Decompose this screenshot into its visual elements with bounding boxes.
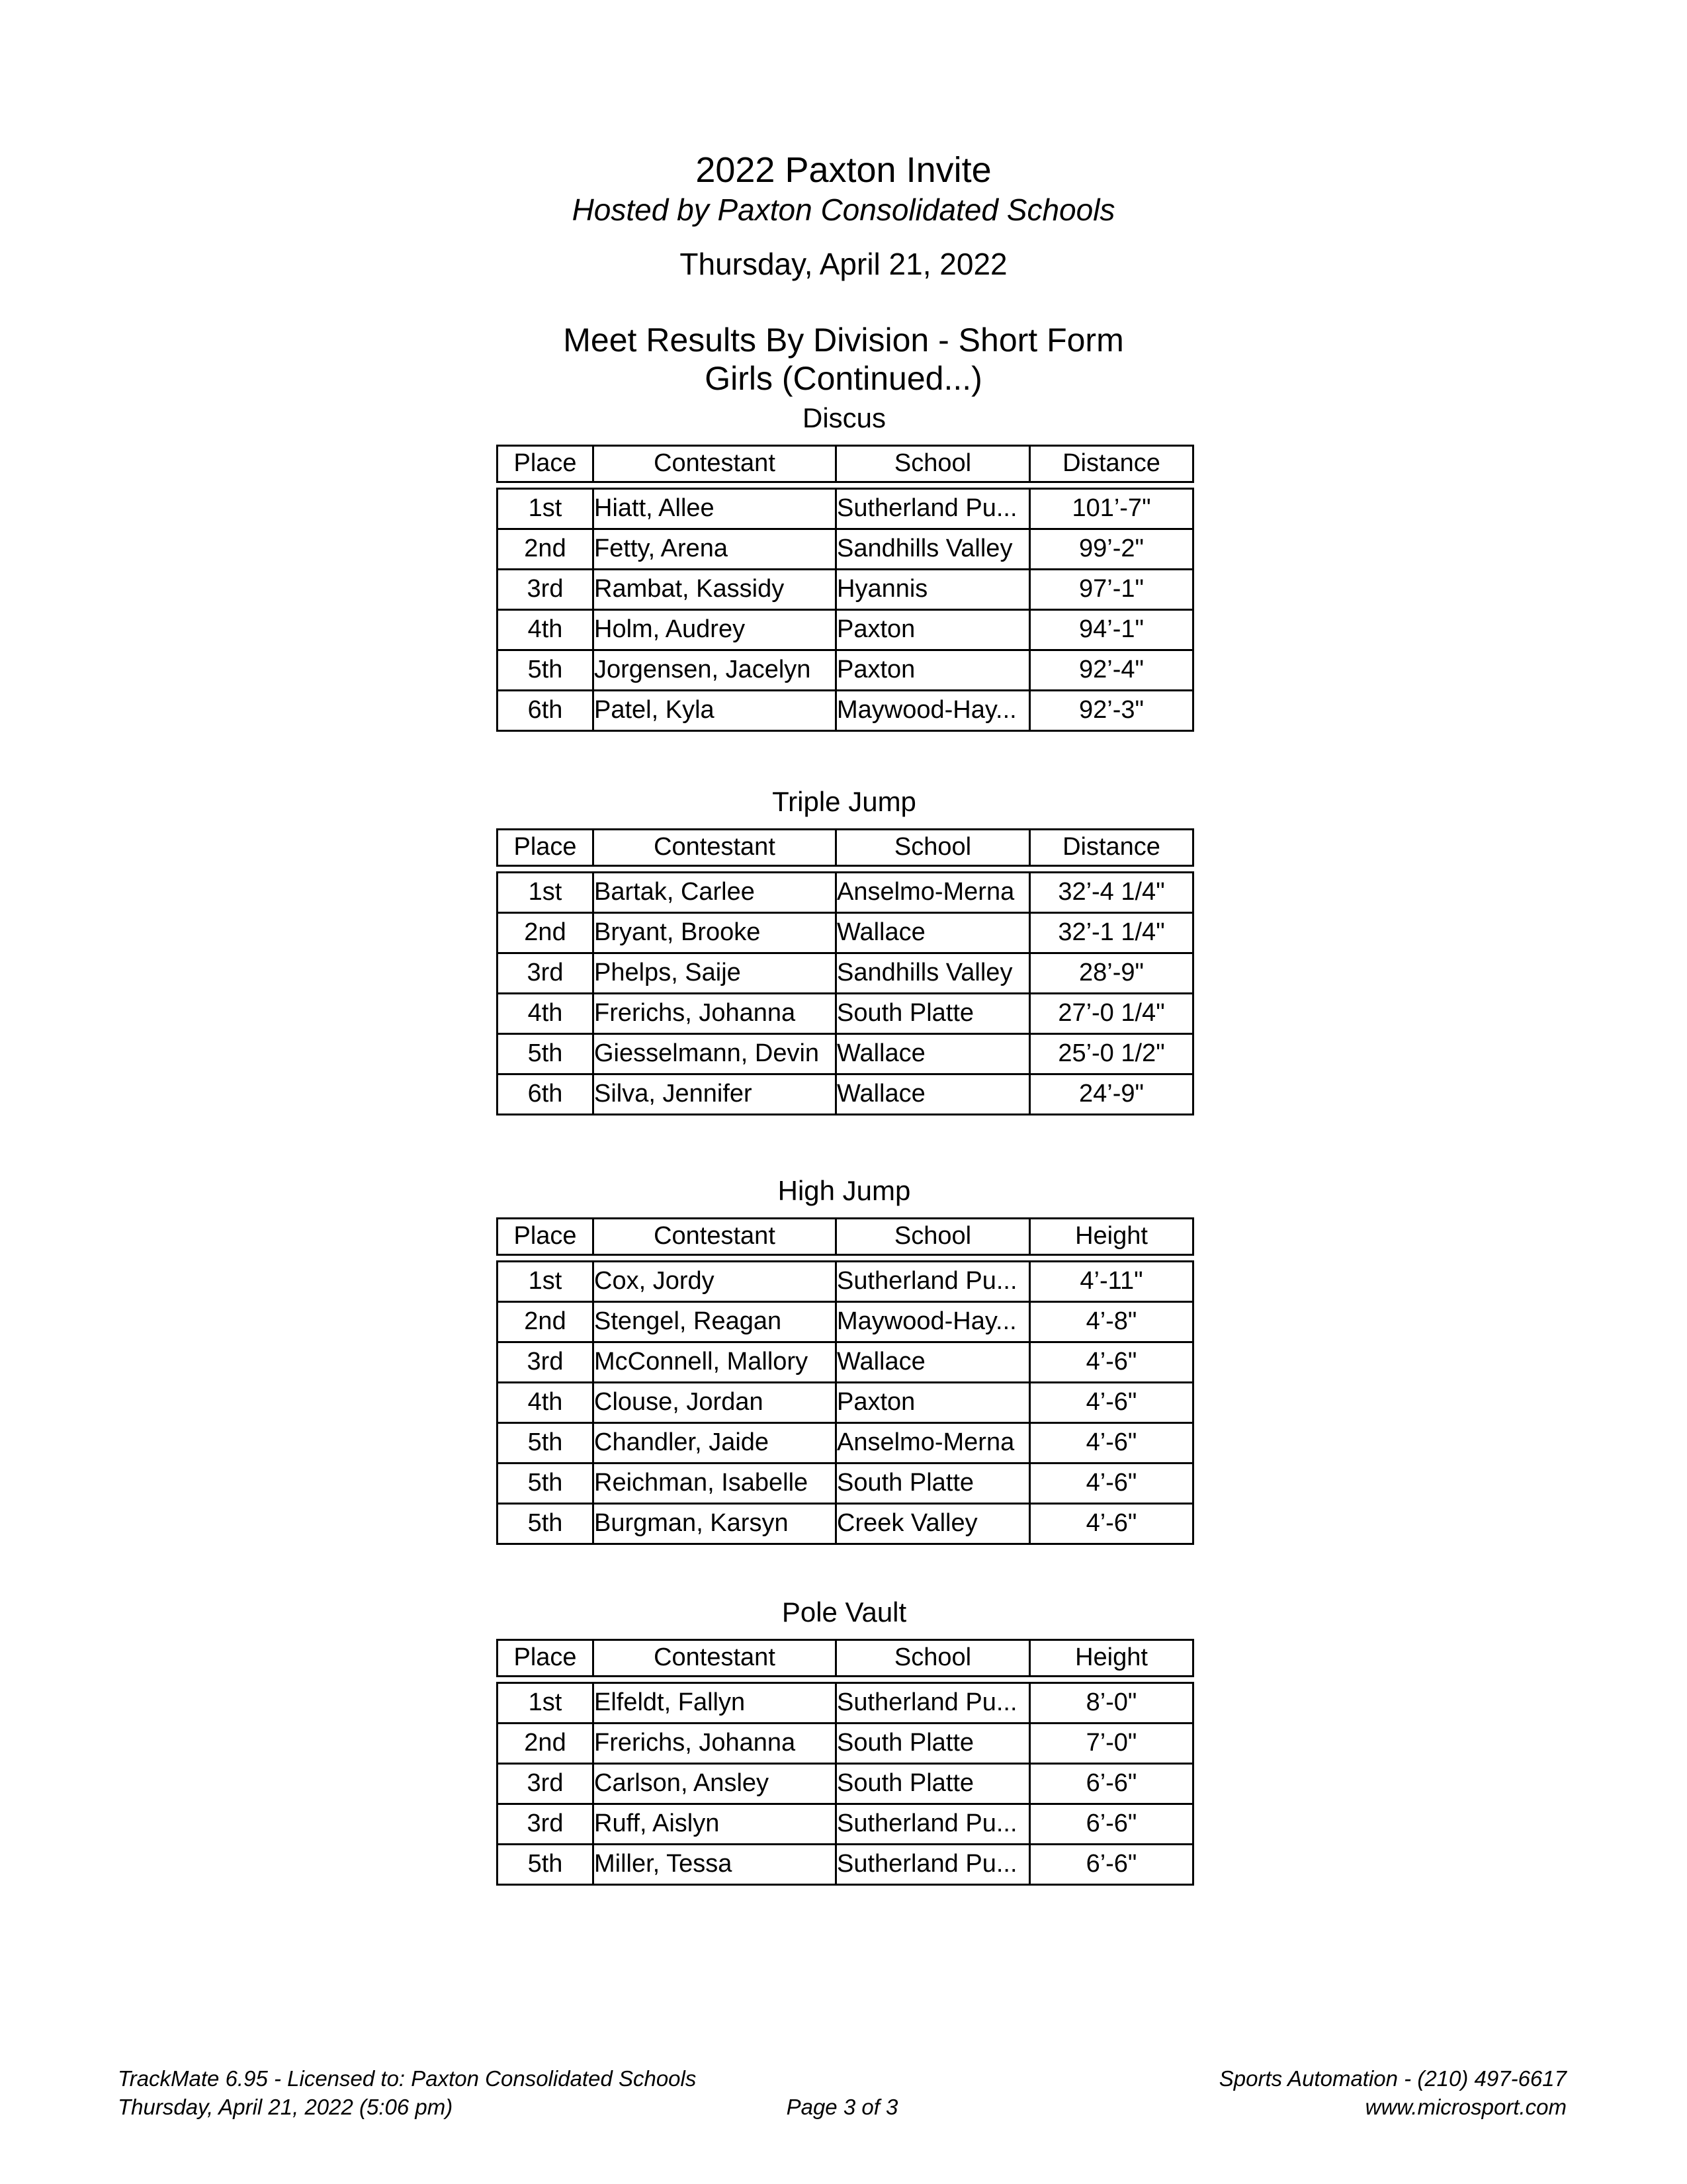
event-title: High Jump — [777, 1175, 911, 1206]
table-row — [497, 953, 1193, 994]
report-header — [0, 149, 1687, 398]
cell-name: Silva, Jennifer — [593, 1074, 836, 1115]
cell-name: Frerichs, Johanna — [593, 1724, 836, 1764]
column-header-school: School — [836, 1640, 1030, 1677]
results-header-table — [496, 1639, 1194, 1677]
table-row — [497, 1504, 1193, 1544]
column-header-mark: Distance — [1030, 830, 1193, 866]
results-header-table — [496, 1217, 1194, 1256]
cell-school: Wallace — [836, 913, 1030, 953]
report-subtitle: Girls (Continued...) — [705, 360, 982, 397]
cell-place: 4th — [497, 610, 593, 650]
cell-school: Sandhills Valley — [836, 953, 1030, 994]
table-row — [497, 1383, 1193, 1423]
column-header-place: Place — [497, 830, 593, 866]
cell-name: Frerichs, Johanna — [593, 994, 836, 1034]
column-header-mark: Height — [1030, 1640, 1193, 1677]
cell-school: Maywood-Hay... — [836, 691, 1030, 731]
cell-name: Giesselmann, Devin — [593, 1034, 836, 1074]
meet-title: 2022 Paxton Invite — [695, 150, 992, 190]
column-header-place: Place — [497, 1640, 593, 1677]
cell-place: 1st — [497, 1683, 593, 1724]
cell-place: 5th — [497, 1845, 593, 1885]
meet-host: Hosted by Paxton Consolidated Schools — [572, 193, 1115, 227]
cell-mark: 4’-6" — [1030, 1504, 1193, 1544]
table-row — [497, 1034, 1193, 1074]
column-header-school: School — [836, 830, 1030, 866]
table-row — [497, 873, 1193, 913]
cell-mark: 4’-11" — [1030, 1262, 1193, 1302]
cell-place: 6th — [497, 1074, 593, 1115]
cell-place: 3rd — [497, 1342, 593, 1383]
cell-name: Bryant, Brooke — [593, 913, 836, 953]
table-row — [497, 994, 1193, 1034]
footer-page-number: Page 3 of 3 — [786, 2095, 898, 2119]
cell-mark: 8’-0" — [1030, 1683, 1193, 1724]
cell-name: Ruff, Aislyn — [593, 1804, 836, 1845]
cell-name: Fetty, Arena — [593, 529, 836, 570]
cell-place: 5th — [497, 650, 593, 691]
results-header-table — [496, 828, 1194, 867]
event-section — [496, 1175, 1192, 1545]
results-body-table — [496, 871, 1194, 1115]
table-header-row — [497, 1219, 1193, 1255]
table-row — [497, 1342, 1193, 1383]
footer-license: TrackMate 6.95 - Licensed to: Paxton Consolidated Schools — [118, 2066, 697, 2091]
cell-name: Miller, Tessa — [593, 1845, 836, 1885]
cell-school: Sutherland Pu... — [836, 1845, 1030, 1885]
cell-place: 1st — [497, 489, 593, 529]
cell-name: Carlson, Ansley — [593, 1764, 836, 1804]
cell-mark: 92’-3" — [1030, 691, 1193, 731]
cell-school: Sandhills Valley — [836, 529, 1030, 570]
cell-name: Burgman, Karsyn — [593, 1504, 836, 1544]
cell-name: Clouse, Jordan — [593, 1383, 836, 1423]
table-row — [497, 1724, 1193, 1764]
column-header-school: School — [836, 446, 1030, 482]
cell-mark: 24’-9" — [1030, 1074, 1193, 1115]
table-row — [497, 1302, 1193, 1342]
column-header-place: Place — [497, 1219, 593, 1255]
column-header-name: Contestant — [593, 1640, 836, 1677]
footer-vendor: Sports Automation - (210) 497-6617 — [1219, 2066, 1567, 2091]
cell-school: Sutherland Pu... — [836, 489, 1030, 529]
event-title: Pole Vault — [781, 1596, 907, 1628]
cell-school: Sutherland Pu... — [836, 1804, 1030, 1845]
cell-place: 5th — [497, 1463, 593, 1504]
cell-school: Paxton — [836, 1383, 1030, 1423]
table-row — [497, 610, 1193, 650]
table-row — [497, 1845, 1193, 1885]
cell-school: South Platte — [836, 1463, 1030, 1504]
cell-name: Chandler, Jaide — [593, 1423, 836, 1463]
cell-place: 5th — [497, 1034, 593, 1074]
event-results-list — [496, 402, 1192, 1886]
cell-name: Bartak, Carlee — [593, 873, 836, 913]
cell-mark: 6’-6" — [1030, 1764, 1193, 1804]
cell-name: McConnell, Mallory — [593, 1342, 836, 1383]
cell-name: Reichman, Isabelle — [593, 1463, 836, 1504]
cell-mark: 4’-6" — [1030, 1383, 1193, 1423]
cell-place: 3rd — [497, 953, 593, 994]
event-spacer — [496, 1545, 1192, 1596]
table-row — [497, 570, 1193, 610]
cell-place: 3rd — [497, 1804, 593, 1845]
cell-name: Elfeldt, Fallyn — [593, 1683, 836, 1724]
cell-mark: 4’-6" — [1030, 1463, 1193, 1504]
cell-mark: 7’-0" — [1030, 1724, 1193, 1764]
cell-place: 4th — [497, 994, 593, 1034]
cell-school: Sutherland Pu... — [836, 1262, 1030, 1302]
cell-school: Wallace — [836, 1342, 1030, 1383]
cell-mark: 6’-6" — [1030, 1804, 1193, 1845]
cell-school: South Platte — [836, 1764, 1030, 1804]
results-header-table — [496, 445, 1194, 483]
table-header-row — [497, 1640, 1193, 1677]
cell-place: 2nd — [497, 529, 593, 570]
table-row — [497, 1463, 1193, 1504]
cell-school: Paxton — [836, 650, 1030, 691]
cell-mark: 99’-2" — [1030, 529, 1193, 570]
cell-name: Holm, Audrey — [593, 610, 836, 650]
cell-school: Wallace — [836, 1074, 1030, 1115]
cell-name: Jorgensen, Jacelyn — [593, 650, 836, 691]
event-section — [496, 1596, 1192, 1886]
column-header-mark: Height — [1030, 1219, 1193, 1255]
event-spacer — [496, 1115, 1192, 1175]
cell-mark: 25’-0 1/2" — [1030, 1034, 1193, 1074]
cell-place: 1st — [497, 873, 593, 913]
table-row — [497, 913, 1193, 953]
cell-school: Wallace — [836, 1034, 1030, 1074]
footer-row-top — [118, 2064, 1567, 2093]
cell-place: 2nd — [497, 1302, 593, 1342]
cell-place: 2nd — [497, 1724, 593, 1764]
cell-place: 1st — [497, 1262, 593, 1302]
table-row — [497, 691, 1193, 731]
cell-mark: 4’-6" — [1030, 1342, 1193, 1383]
cell-place: 2nd — [497, 913, 593, 953]
event-title: Discus — [802, 402, 887, 433]
cell-name: Cox, Jordy — [593, 1262, 836, 1302]
cell-mark: 92’-4" — [1030, 650, 1193, 691]
event-section — [496, 402, 1192, 732]
column-header-place: Place — [497, 446, 593, 482]
cell-name: Rambat, Kassidy — [593, 570, 836, 610]
cell-school: Maywood-Hay... — [836, 1302, 1030, 1342]
event-title: Triple Jump — [772, 786, 916, 817]
cell-school: South Platte — [836, 1724, 1030, 1764]
report-title: Meet Results By Division - Short Form — [563, 322, 1124, 359]
cell-mark: 101’-7" — [1030, 489, 1193, 529]
cell-school: Paxton — [836, 610, 1030, 650]
meet-date: Thursday, April 21, 2022 — [679, 247, 1008, 281]
table-row — [497, 650, 1193, 691]
column-header-name: Contestant — [593, 446, 836, 482]
cell-place: 5th — [497, 1504, 593, 1544]
cell-mark: 28’-9" — [1030, 953, 1193, 994]
cell-mark: 6’-6" — [1030, 1845, 1193, 1885]
footer-timestamp: Thursday, April 21, 2022 (5:06 pm) — [118, 2095, 453, 2119]
results-body-table — [496, 488, 1194, 732]
cell-mark: 27’-0 1/4" — [1030, 994, 1193, 1034]
results-body-table — [496, 1682, 1194, 1886]
cell-mark: 4’-8" — [1030, 1302, 1193, 1342]
cell-mark: 94’-1" — [1030, 610, 1193, 650]
results-body-table — [496, 1260, 1194, 1545]
column-header-name: Contestant — [593, 830, 836, 866]
table-row — [497, 1423, 1193, 1463]
cell-name: Stengel, Reagan — [593, 1302, 836, 1342]
cell-school: South Platte — [836, 994, 1030, 1034]
cell-mark: 32’-1 1/4" — [1030, 913, 1193, 953]
cell-school: Sutherland Pu... — [836, 1683, 1030, 1724]
footer-row-bottom — [118, 2093, 1567, 2121]
cell-school: Hyannis — [836, 570, 1030, 610]
footer-website: www.microsport.com — [1365, 2095, 1567, 2119]
cell-place: 3rd — [497, 570, 593, 610]
event-spacer — [496, 732, 1192, 786]
table-row — [497, 1074, 1193, 1115]
cell-place: 5th — [497, 1423, 593, 1463]
column-header-school: School — [836, 1219, 1030, 1255]
cell-name: Phelps, Saije — [593, 953, 836, 994]
table-row — [497, 1262, 1193, 1302]
cell-mark: 32’-4 1/4" — [1030, 873, 1193, 913]
cell-place: 6th — [497, 691, 593, 731]
table-row — [497, 529, 1193, 570]
cell-school: Anselmo-Merna — [836, 873, 1030, 913]
cell-name: Patel, Kyla — [593, 691, 836, 731]
event-section — [496, 786, 1192, 1115]
table-row — [497, 1804, 1193, 1845]
cell-school: Creek Valley — [836, 1504, 1030, 1544]
table-row — [497, 1683, 1193, 1724]
cell-place: 4th — [497, 1383, 593, 1423]
column-header-name: Contestant — [593, 1219, 836, 1255]
cell-mark: 97’-1" — [1030, 570, 1193, 610]
column-header-mark: Distance — [1030, 446, 1193, 482]
table-row — [497, 489, 1193, 529]
cell-name: Hiatt, Allee — [593, 489, 836, 529]
cell-mark: 4’-6" — [1030, 1423, 1193, 1463]
table-header-row — [497, 446, 1193, 482]
table-row — [497, 1764, 1193, 1804]
cell-school: Anselmo-Merna — [836, 1423, 1030, 1463]
report-footer — [118, 2064, 1567, 2121]
cell-place: 3rd — [497, 1764, 593, 1804]
table-header-row — [497, 830, 1193, 866]
